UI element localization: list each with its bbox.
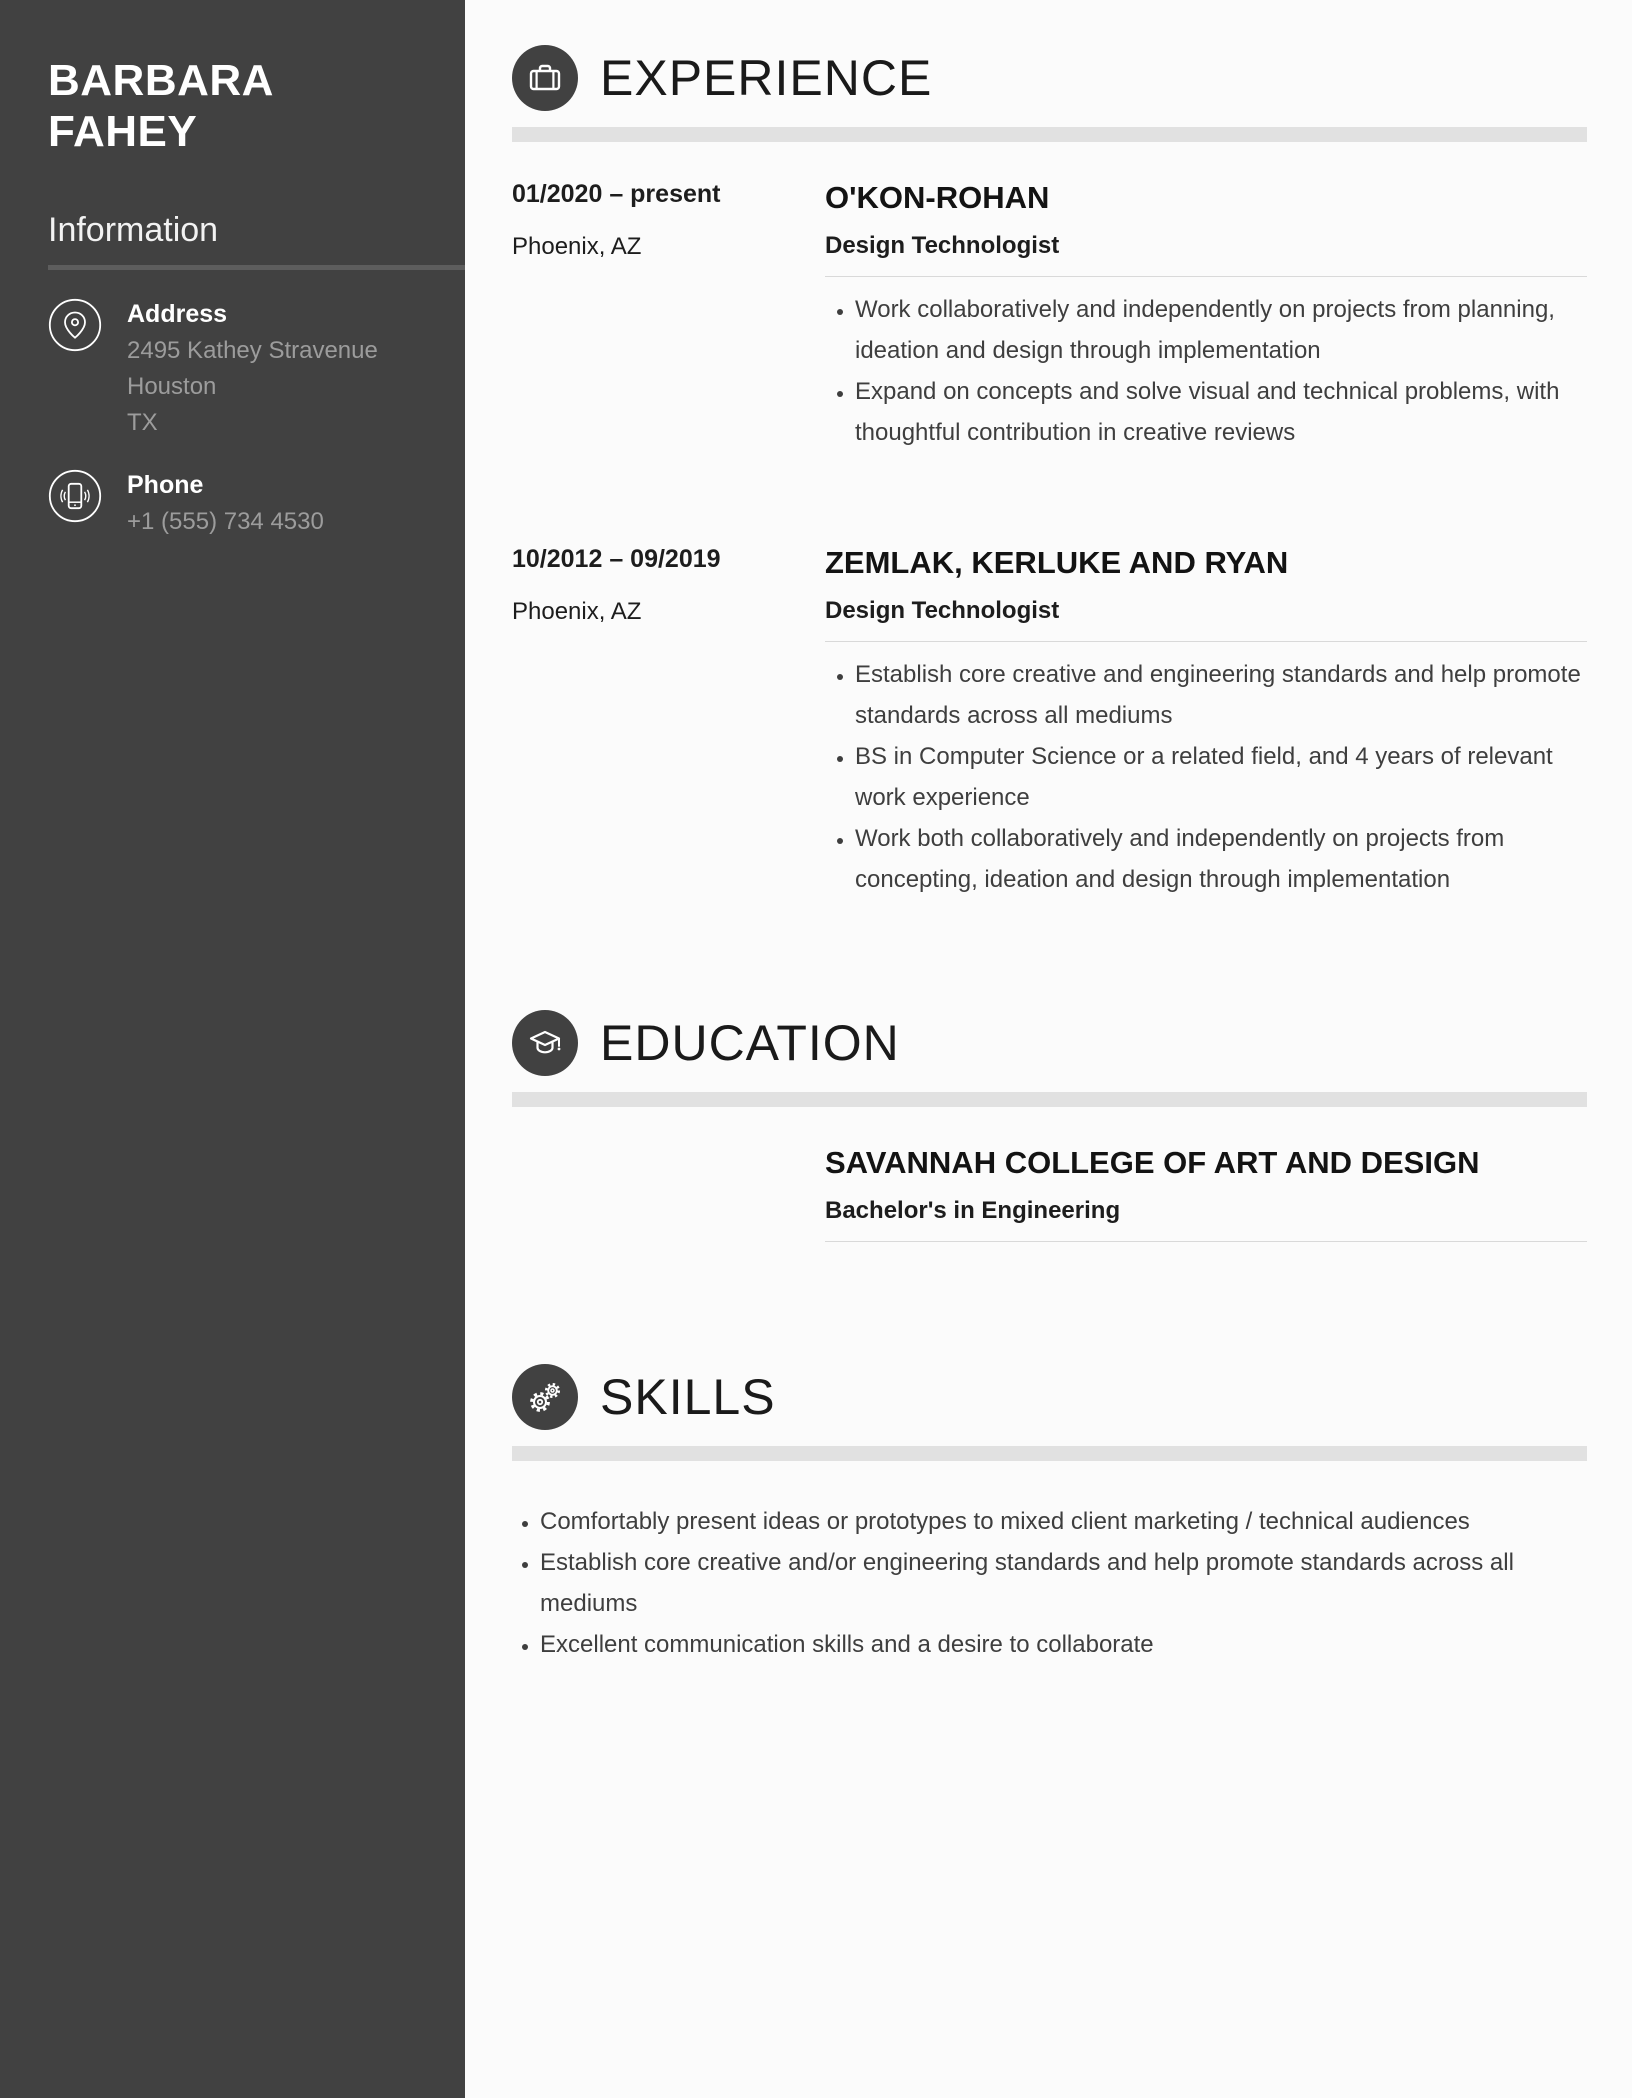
experience-section bbox=[512, 45, 1587, 900]
entry-divider bbox=[825, 1241, 1587, 1242]
skills-bullet-list bbox=[512, 1501, 1587, 1665]
address-label: Address bbox=[127, 300, 228, 329]
resume-main bbox=[465, 0, 1632, 1665]
experience-heading-bar bbox=[512, 127, 1587, 142]
job-date-range: 10/2012 – 09/2019 bbox=[512, 545, 721, 573]
phone-number: +1 (555) 734 4530 bbox=[127, 508, 324, 536]
phone-label: Phone bbox=[127, 471, 204, 500]
experience-entry bbox=[512, 545, 1587, 900]
company-name: O'KON-ROHAN bbox=[825, 180, 1050, 215]
job-location: Phoenix, AZ bbox=[512, 233, 642, 260]
graduation-cap-icon bbox=[512, 1010, 578, 1076]
education-entry bbox=[512, 1145, 1587, 1242]
job-location: Phoenix, AZ bbox=[512, 598, 642, 625]
skill-bullet: • Excellent communication skills and a desire to collaborate bbox=[540, 1624, 1587, 1665]
job-bullet-list bbox=[825, 289, 1587, 453]
information-section-title: Information bbox=[48, 211, 219, 250]
skills-title: SKILLS bbox=[600, 1369, 776, 1425]
candidate-name: BARBARA FAHEY bbox=[48, 56, 273, 156]
job-bullet: • Work both collaboratively and independently on projects from concepting, ideation and design through implementation bbox=[855, 818, 1587, 900]
job-role: Design Technologist bbox=[825, 597, 1060, 624]
skill-bullet: • Comfortably present ideas or prototypes to mixed client marketing / technical audiences bbox=[540, 1501, 1587, 1542]
information-divider bbox=[48, 265, 465, 270]
gears-icon bbox=[512, 1364, 578, 1430]
address-city: Houston bbox=[127, 373, 217, 401]
sidebar bbox=[0, 0, 465, 2098]
education-section bbox=[512, 1010, 1587, 1242]
education-heading-bar bbox=[512, 1092, 1587, 1107]
job-bullet-list bbox=[825, 654, 1587, 900]
skills-heading-bar bbox=[512, 1446, 1587, 1461]
experience-title: EXPERIENCE bbox=[600, 50, 933, 106]
school-name: SAVANNAH COLLEGE OF ART AND DESIGN bbox=[825, 1145, 1480, 1180]
entry-divider bbox=[825, 276, 1587, 277]
phone-icon bbox=[48, 469, 102, 523]
contact-row-phone bbox=[48, 469, 415, 540]
contact-row-address bbox=[48, 298, 415, 441]
job-bullet: • BS in Computer Science or a related field, and 4 years of relevant work experience bbox=[855, 736, 1587, 818]
education-title: EDUCATION bbox=[600, 1015, 900, 1071]
entry-divider bbox=[825, 641, 1587, 642]
job-bullet: • Establish core creative and engineering standards and help promote standards across all mediums bbox=[855, 654, 1587, 736]
job-date-range: 01/2020 – present bbox=[512, 180, 721, 208]
briefcase-icon bbox=[512, 45, 578, 111]
address-street: 2495 Kathey Stravenue bbox=[127, 337, 378, 365]
company-name: ZEMLAK, KERLUKE AND RYAN bbox=[825, 545, 1289, 580]
skill-bullet: • Establish core creative and/or engineering standards and help promote standards across all mediums bbox=[540, 1542, 1587, 1624]
location-pin-icon bbox=[48, 298, 102, 352]
job-bullet: • Expand on concepts and solve visual and technical problems, with thoughtful contribution in creative reviews bbox=[855, 371, 1587, 453]
degree: Bachelor's in Engineering bbox=[825, 1197, 1121, 1224]
job-role: Design Technologist bbox=[825, 232, 1060, 259]
skills-section bbox=[512, 1364, 1587, 1665]
experience-entry bbox=[512, 180, 1587, 453]
job-bullet: • Work collaboratively and independently on projects from planning, ideation and design through implementation bbox=[855, 289, 1587, 371]
address-state: TX bbox=[127, 409, 158, 437]
